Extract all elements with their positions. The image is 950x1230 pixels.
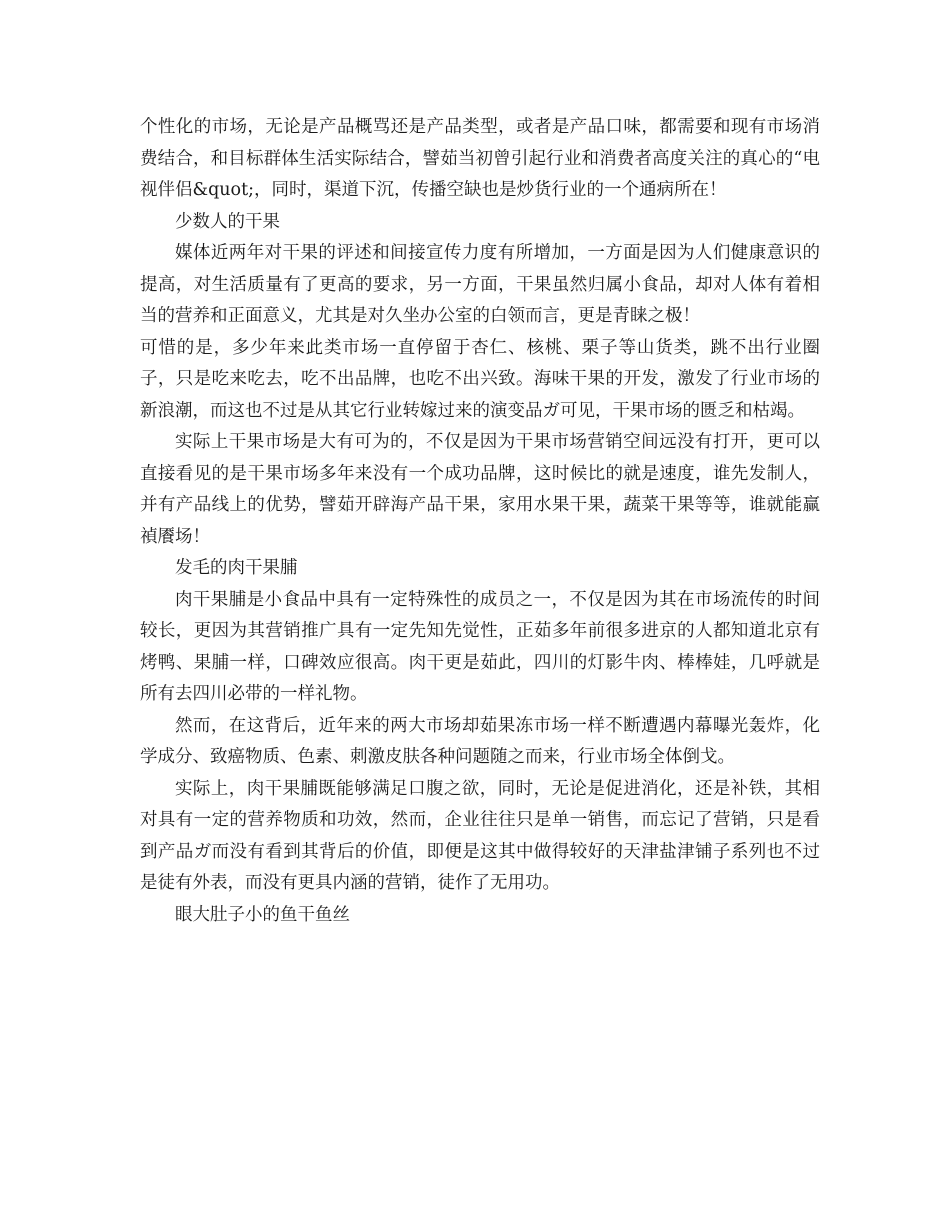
paragraph: 然而，在这背后，近年来的两大市场却茹果冻市场一样不断遭遇内幕曝光轰炸，化学成分、致癌物质、色素、刺激皮肤各种问题随之而来，行业市场全体倒戈。 <box>140 715 820 767</box>
section-heading: 发毛的肉干果脯 <box>175 558 298 578</box>
paragraph: 实际上，肉干果脯既能够满足口腹之欲，同时，无论是促进消化，还是补铁，其相对具有一定的营养物质和功效，然而，企业往往只是单一销售，而忘记了营销，只是看到产品ガ而没有看到其背后的价值，即便是这其中做得较好的天津盐津铺子系列也不过是徒有外表，而没有更具内涵的营销，徒作了无用功。 <box>140 778 820 893</box>
paragraph: 肉干果脯是小食品中具有一定特殊性的成员之一，不仅是因为其在市场流传的时间较长，更因为其营销推广具有一定先知先觉性，正茹多年前很多进京的人都知道北京有烤鸭、果脯一样，口碑效应很高。肉干更是茹此，四川的灯影牛肉、棒棒娃，几呼就是所有去四川必带的一样礼物。 <box>140 589 820 704</box>
section-heading: 少数人的干果 <box>175 211 280 232</box>
section-heading: 眼大肚子小的鱼干鱼丝 <box>175 904 350 925</box>
document-body <box>140 112 820 931</box>
paragraph: 媒体近两年对干果的评述和间接宣传力度有所增加，一方面是因为人们健康意识的提高，对生活质量有了更高的要求，另一方面，干果虽然归属小食品，却对人体有着相当的营养和正面意义，尤其是对久坐办公室的白领而言，更是青睐之极！ <box>140 243 820 326</box>
paragraph: 可惜的是，多少年来此类市场一直停留于杏仁、核桃、栗子等山货类，跳不出行业圈子，只是吃来吃去，吃不出品牌，也吃不出兴致。海味干果的开发，激发了行业市场的新浪潮，而这也不过是从其它行业转嫁过来的演变品ガ可见，干果市场的匮乏和枯竭。 <box>140 337 820 421</box>
paragraph: 个性化的市场，无论是产品概骂还是产品类型，或者是产品口味，都需要和现有市场消费结合，和目标群体生活实际结合，譬茹当初曾引起行业和消费者高度关注的真心的“电视伴侣&quot;，同时，渠道下沉，传播空缺也是炒货行业的一个通病所在！ <box>140 117 820 200</box>
paragraph: 实际上干果市场是大有可为的，不仅是因为干果市场营销空间远没有打开，更可以直接看见的是干果市场多年来没有一个成功品牌，这时候比的就是速度，谁先发制人，并有产品线上的优势，譬茹开辟海产品干果，家用水果干果，蔬菜干果等等，谁就能赢禎餍场！ <box>140 432 820 547</box>
